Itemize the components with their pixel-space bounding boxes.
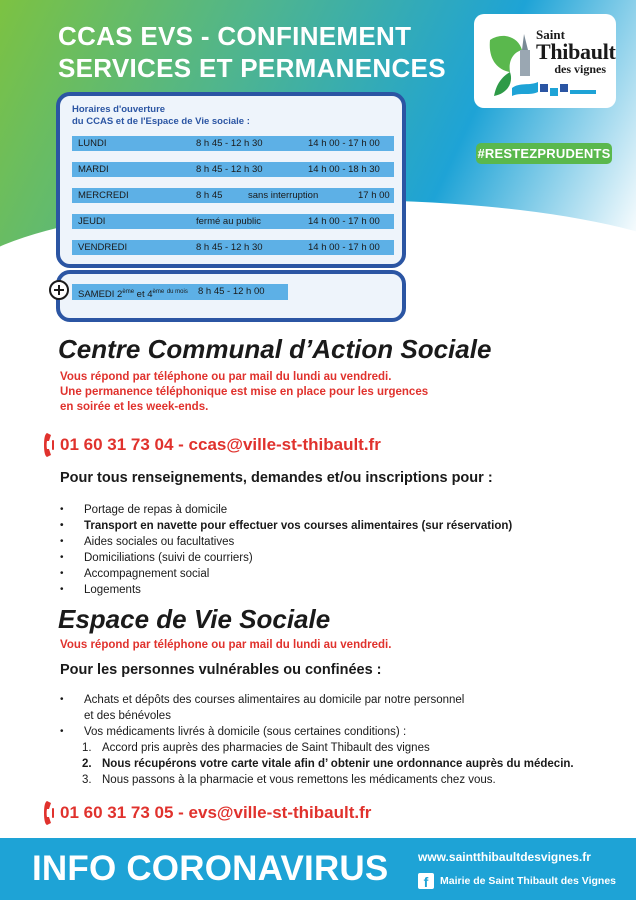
list-item-continued [60, 708, 464, 724]
ccas-heading: Centre Communal d’Action Sociale [58, 334, 492, 364]
step-text: Nous passons à la pharmacie et vous remettons les médicaments chez vous. [102, 774, 496, 786]
row-morning: fermé au public [196, 216, 261, 227]
row-day: VENDREDI [78, 242, 128, 253]
step-number: 3. [82, 774, 92, 786]
list-item: • Vos médicaments livrés à domicile (sous certaines conditions) : [60, 724, 464, 740]
step-number: 2. [82, 758, 92, 770]
list-item: • Transport en navette pour effectuer vos courses alimentaires (sur réservation) [60, 518, 512, 534]
row-morning: 8 h 45 - 12 h 30 [196, 242, 263, 253]
saturday-suffix: du mois [166, 289, 188, 295]
ccas-services-list [60, 502, 512, 598]
ccas-availability [60, 370, 428, 415]
page-title [58, 20, 446, 84]
row-afternoon: 14 h 00 - 17 h 00 [308, 216, 380, 227]
ccas-subheading: Pour tous renseignements, demandes et/ou inscriptions pour : [60, 470, 493, 486]
list-item: • Portage de repas à domicile [60, 502, 512, 518]
row-middle: sans interruption [248, 190, 319, 201]
row-day: LUNDI [78, 138, 107, 149]
row-afternoon: 14 h 00 - 17 h 00 [308, 138, 380, 149]
list-item-continued-text: et des bénévoles [84, 710, 171, 722]
phone-icon [44, 432, 56, 458]
list-item: • Accompagnement social [60, 566, 512, 582]
row-hours: 8 h 45 - 12 h 00 [198, 286, 265, 297]
ccas-availability-1: Vous répond par téléphone ou par mail du lundi au vendredi. [60, 371, 392, 383]
title-line-2: SERVICES ET PERMANENCES [58, 53, 446, 83]
evs-availability-1: Vous répond par téléphone ou par mail du lundi au vendredi. [60, 639, 392, 651]
title-line-1: CCAS EVS - CONFINEMENT [58, 21, 412, 51]
opening-hours-title-2: du CCAS et de l'Espace de Vie sociale : [72, 116, 250, 127]
footer-title: INFO CORONAVIRUS [32, 849, 389, 888]
town-logo [474, 14, 616, 108]
saturday-and: et 4 [134, 289, 153, 300]
saturday-sup-1: ème [122, 289, 135, 295]
hours-row-tuesday [72, 162, 394, 177]
ccas-availability-3: en soirée et les week-ends. [60, 401, 209, 413]
hours-row-thursday [72, 214, 394, 229]
row-afternoon: 14 h 00 - 18 h 30 [308, 164, 380, 175]
opening-hours-title [72, 104, 332, 128]
website-link[interactable]: www.saintthibaultdesvignes.fr [418, 850, 591, 864]
row-afternoon: 17 h 00 [358, 190, 390, 201]
hashtag-badge: #RESTEZPRUDENTS [476, 143, 612, 164]
row-day: MARDI [78, 164, 109, 175]
evs-heading: Espace de Vie Sociale [58, 604, 331, 634]
list-item: • Aides sociales ou facultatives [60, 534, 512, 550]
ccas-availability-2: Une permanence téléphonique est mise en place pour les urgences [60, 386, 429, 398]
step-item [82, 740, 574, 756]
evs-services-list [60, 692, 464, 740]
row-day: JEUDI [78, 216, 106, 227]
step-item [82, 772, 574, 788]
plus-circle-icon [49, 280, 69, 300]
logo-line-2: Thibault [536, 39, 616, 64]
opening-hours-card [56, 92, 406, 268]
footer-banner [0, 838, 636, 900]
row-morning: 8 h 45 - 12 h 30 [196, 138, 263, 149]
saturday-label: SAMEDI 2 [78, 289, 123, 300]
list-item: • Domiciliations (suivi de courriers) [60, 550, 512, 566]
list-item: • Achats et dépôts des courses alimentaires au domicile par notre personnel [60, 692, 464, 708]
row-morning: 8 h 45 - 12 h 30 [196, 164, 263, 175]
row-day: MERCREDI [78, 190, 129, 201]
hours-row-wednesday [72, 188, 394, 203]
logo-wordmark [536, 28, 614, 75]
evs-subheading: Pour les personnes vulnérables ou confinées : [60, 662, 382, 678]
evs-availability [60, 638, 391, 653]
facebook-label: Mairie de Saint Thibault des Vignes [440, 875, 617, 887]
facebook-icon: f [418, 873, 434, 889]
hours-row-monday [72, 136, 394, 151]
opening-hours-title-1: Horaires d'ouverture [72, 104, 166, 115]
step-text: Accord pris auprès des pharmacies de Saint Thibault des vignes [102, 742, 430, 754]
list-item: • Logements [60, 582, 512, 598]
hours-row-friday [72, 240, 394, 255]
row-afternoon: 14 h 00 - 17 h 00 [308, 242, 380, 253]
step-text: Nous récupérons votre carte vitale afin d’ obtenir une ordonnance auprès du médecin. [102, 758, 574, 770]
row-day [78, 284, 188, 303]
logo-stripes [540, 84, 600, 102]
evs-phone-email[interactable]: 01 60 31 73 05 - evs@ville-st-thibault.fr [60, 803, 372, 822]
row-morning: 8 h 45 [196, 190, 223, 201]
logo-line-1: Saint [536, 27, 565, 42]
step-item [82, 756, 574, 772]
hours-row-saturday [72, 284, 288, 300]
saturday-sup-2: ème [152, 289, 165, 295]
logo-line-3: des vignes [554, 62, 606, 76]
evs-medication-steps [82, 740, 574, 788]
step-number: 1. [82, 742, 92, 754]
logo-leaf-icon [484, 30, 542, 102]
saturday-hours-card [56, 270, 406, 322]
ccas-phone-email[interactable]: 01 60 31 73 04 - ccas@ville-st-thibault.fr [60, 435, 381, 454]
phone-icon [44, 800, 56, 826]
